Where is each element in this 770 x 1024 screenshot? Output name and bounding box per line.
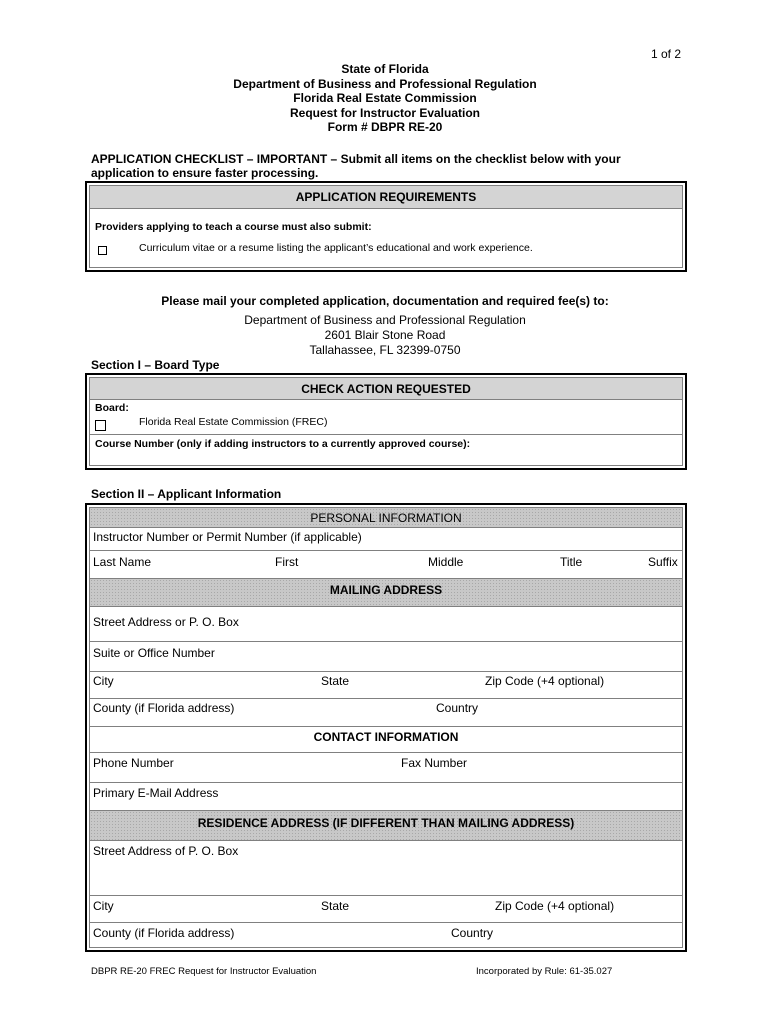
checklist-intro-line1: APPLICATION CHECKLIST – IMPORTANT – Submit all items on the checklist below with your — [91, 152, 621, 166]
mail-line1: Department of Business and Professional Regulation — [244, 313, 526, 327]
requirements-box — [85, 181, 687, 272]
header-department: Department of Business and Professional Regulation — [233, 76, 537, 91]
res-country-label: Country — [451, 926, 494, 940]
header-commission: Florida Real Estate Commission — [293, 91, 477, 106]
footer-right: Incorporated by Rule: 61-35.027 — [476, 966, 613, 977]
course-number-label: Course Number (only if adding instructors to a currently approved course): — [95, 438, 471, 450]
street-row[interactable] — [90, 607, 682, 642]
mailing-address-title: MAILING ADDRESS — [90, 579, 682, 607]
instructor-number-row[interactable] — [90, 528, 682, 551]
curriculum-label: Curriculum vitae or a resume listing the applicant’s educational and work experience. — [139, 242, 533, 254]
page-number: 1 of 2 — [650, 47, 681, 61]
res-city-row[interactable] — [90, 896, 682, 923]
contact-info-title: CONTACT INFORMATION — [90, 727, 682, 753]
last-name-label: Last Name — [93, 555, 152, 569]
res-county-label: County (if Florida address) — [93, 926, 235, 940]
requirements-title: APPLICATION REQUIREMENTS — [90, 186, 682, 209]
res-city-label: City — [93, 899, 114, 913]
section1-title: Section I – Board Type — [91, 358, 220, 372]
county-row[interactable] — [90, 699, 682, 727]
mail-instruction: Please mail your completed application, documentation and required fee(s) to: — [161, 294, 609, 308]
providers-note: Providers applying to teach a course must also submit: — [95, 221, 372, 233]
frec-label: Florida Real Estate Commission (FREC) — [139, 416, 328, 428]
res-street-row[interactable] — [90, 841, 682, 896]
zip-label: Zip Code (+4 optional) — [485, 674, 605, 688]
curriculum-checkbox[interactable] — [98, 242, 107, 260]
phone-row[interactable] — [90, 753, 682, 783]
city-label: City — [93, 674, 114, 688]
phone-label: Phone Number — [93, 756, 174, 770]
header-form-title: Request for Instructor Evaluation — [289, 105, 481, 120]
section2-box — [85, 503, 687, 952]
check-action-title: CHECK ACTION REQUESTED — [90, 378, 682, 400]
first-name-label: First — [275, 555, 299, 569]
instructor-number-label: Instructor Number or Permit Number (if applicable) — [93, 530, 362, 544]
section1-box — [85, 373, 687, 470]
form-header — [0, 62, 770, 135]
country-label: Country — [436, 701, 479, 715]
personal-info-title: PERSONAL INFORMATION — [90, 508, 682, 528]
header-form-number: Form # DBPR RE-20 — [327, 120, 443, 135]
checklist-intro-line2: application to ensure faster processing. — [91, 166, 319, 180]
suite-label: Suite or Office Number — [93, 646, 215, 660]
city-row[interactable] — [90, 672, 682, 699]
email-row[interactable] — [90, 783, 682, 811]
res-state-label: State — [321, 899, 350, 913]
mail-line3: Tallahassee, FL 32399-0750 — [309, 343, 461, 357]
residence-address-title: RESIDENCE ADDRESS (IF DIFFERENT THAN MAILING ADDRESS) — [90, 811, 682, 841]
res-county-row[interactable] — [90, 923, 682, 951]
res-zip-label: Zip Code (+4 optional) — [495, 899, 615, 913]
fax-label: Fax Number — [401, 756, 468, 770]
county-label: County (if Florida address) — [93, 701, 235, 715]
name-row[interactable] — [90, 551, 682, 579]
frec-checkbox[interactable] — [95, 417, 106, 435]
state-label: State — [321, 674, 350, 688]
header-state: State of Florida — [341, 62, 429, 76]
mail-line2: 2601 Blair Stone Road — [324, 328, 446, 342]
suite-row[interactable] — [90, 642, 682, 672]
street-label: Street Address or P. O. Box — [93, 615, 239, 629]
res-street-label: Street Address of P. O. Box — [93, 844, 239, 858]
footer-left: DBPR RE-20 FREC Request for Instructor Evaluation — [91, 966, 317, 977]
suffix-label: Suffix — [648, 555, 678, 569]
title-label: Title — [560, 555, 583, 569]
middle-name-label: Middle — [428, 555, 464, 569]
checklist-intro — [91, 152, 691, 180]
email-label: Primary E-Mail Address — [93, 786, 219, 800]
section2-title: Section II – Applicant Information — [91, 487, 282, 501]
board-label: Board: — [95, 402, 129, 414]
